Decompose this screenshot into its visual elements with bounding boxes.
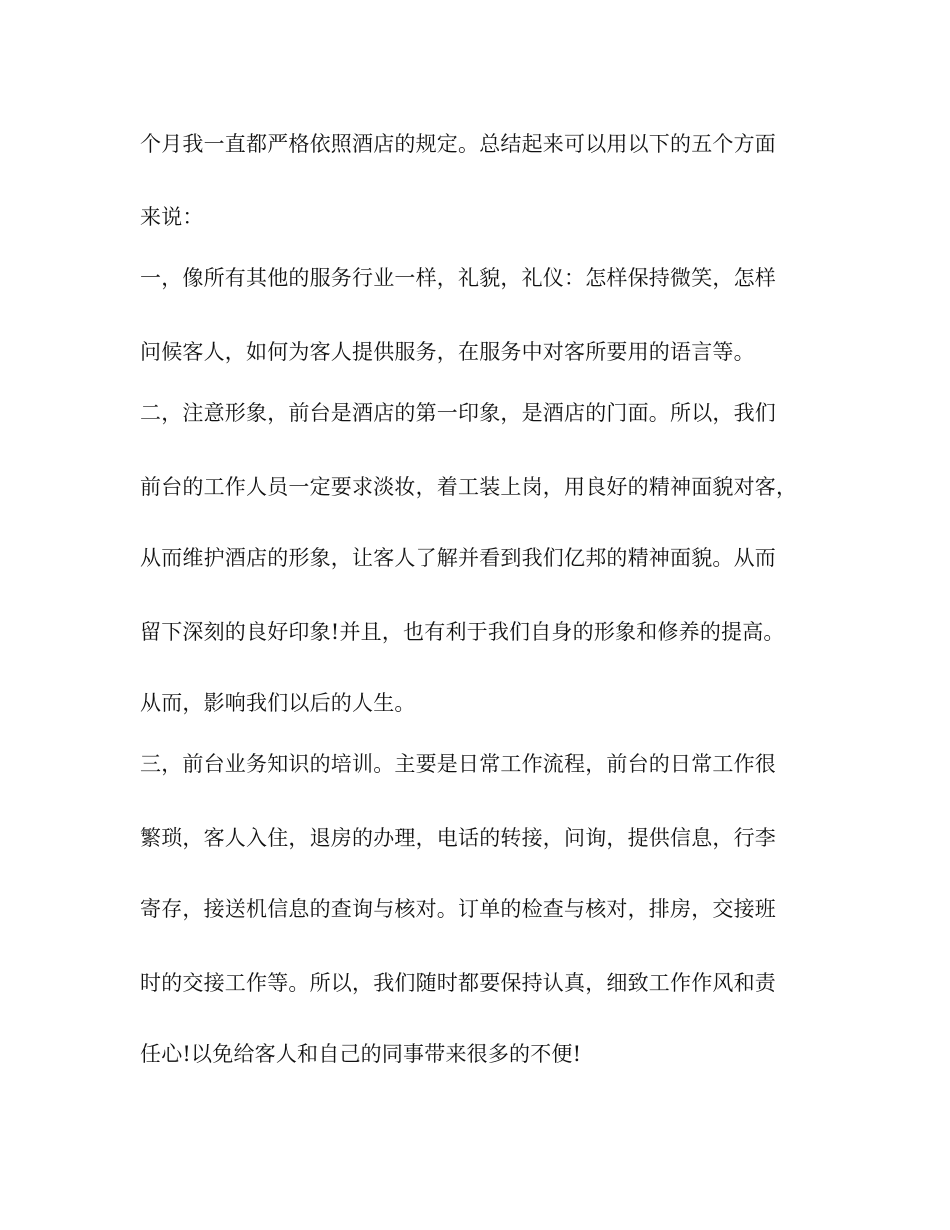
text-line: 从而维护酒店的形象，让客人了解并看到我们亿邦的精神面貌。从而 [140,546,776,570]
text-line: 留下深刻的良好印象!并且，也有利于我们自身的形象和修养的提高。 [140,620,785,644]
text-line: 前台的工作人员一定要求淡妆，着工装上岗，用良好的精神面貌对客， [140,475,798,499]
text-line: 任心!以免给客人和自己的同事带来很多的不便! [140,1042,582,1066]
text-line: 从而，影响我们以后的人生。 [140,691,416,715]
text-line: 问候客人，如何为客人提供服务，在服务中对客所要用的语言等。 [140,340,755,364]
text-line: 个月我一直都严格依照酒店的规定。总结起来可以用以下的五个方面 [140,132,776,156]
text-line: 来说： [140,205,204,229]
text-line: 二，注意形象，前台是酒店的第一印象，是酒店的门面。所以，我们 [140,401,776,425]
text-line: 一，像所有其他的服务行业一样，礼貌，礼仪：怎样保持微笑，怎样 [140,266,776,290]
text-line: 三，前台业务知识的培训。主要是日常工作流程，前台的日常工作很 [140,752,776,776]
text-line: 寄存，接送机信息的查询与核对。订单的检查与核对，排房，交接班 [140,897,776,921]
text-line: 时的交接工作等。所以，我们随时都要保持认真，细致工作作风和责 [140,971,776,995]
text-line: 繁琐，客人入住，退房的办理，电话的转接，问询，提供信息，行李 [140,826,776,850]
